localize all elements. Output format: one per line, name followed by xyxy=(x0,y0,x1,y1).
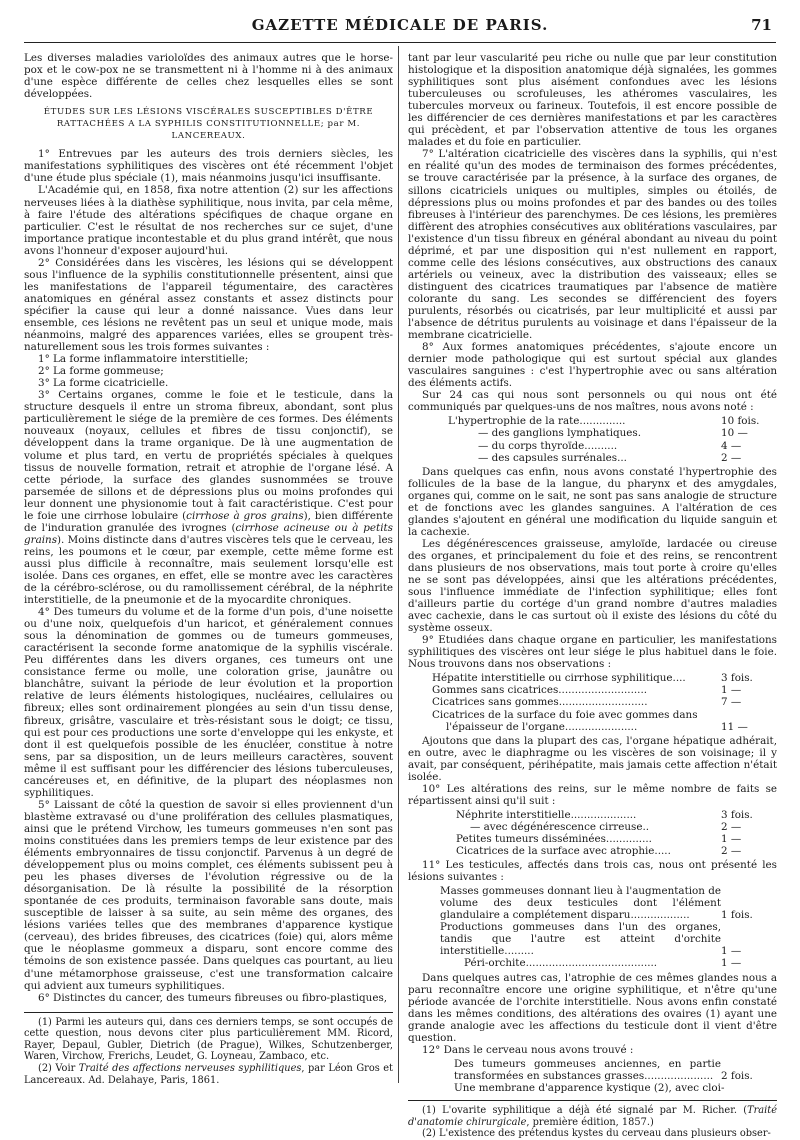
footnote-separator xyxy=(24,1012,393,1013)
paragraph: 12° Dans le cerveau nous avons trouvé : xyxy=(422,1043,634,1056)
table-row: — avec dégénérescence cirreuse.. 2 — xyxy=(470,820,742,833)
article-heading: ÉTUDES SUR LES LÉSIONS VISCÉRALES SUSCEPTIBLES D'ÊTRE RATTACHÉES A LA SYPHILIS CONSTITUTIONNELLE; par M. LANCEREAUX. xyxy=(43,107,374,142)
paragraph: 11° Les testicules, affectés dans trois cas, nous ont présenté les lésions suivantes : xyxy=(408,859,777,884)
paragraph: 1° Entrevues par les auteurs des trois derniers siècles, les manifestations syphilitiques des viscères ont été récemment l'objet d'une étude plus spéciale (1), mais néanmoins jusqu'ici insuffisante. xyxy=(24,148,393,185)
form-list-item: 3° La forme cicatricielle. xyxy=(38,377,169,390)
table-row: Néphrite interstitielle.................... 3 fois. xyxy=(456,808,753,821)
table-row: — du corps thyroïde.......... 4 — xyxy=(478,439,742,452)
table-row: Masses gommeuses donnant lieu à l'augmentation de volume des deux testicules dont l'élément glandulaire a complétement disparu.................. 1 fois. xyxy=(440,885,753,922)
column-divider xyxy=(398,46,399,1083)
paragraph: 6° Distinctes du cancer, des tumeurs fibreuses ou fibro-plastiques, xyxy=(38,991,388,1004)
hypertrophy-table xyxy=(408,415,777,463)
left-column xyxy=(24,52,393,1086)
table-row: Productions gommeuses dans l'un des organes, tandis que l'autre est atteint d'orchite interstitielle......... 1 — xyxy=(440,921,742,958)
brain-table xyxy=(408,1058,777,1094)
intro-paragraph: Les diverses maladies varioloïdes des animaux autres que le horse-pox et le cow-pox ne se transmettent ni à l'homme ni à des animaux d'une espèce différente de celles chez lesquelles elles se sont développées. xyxy=(24,52,393,101)
table-row: — des capsules surrénales... 2 — xyxy=(478,451,742,464)
paragraph: 3° Certains organes, comme le foie et le testicule, dans la structure desquels il entre un stroma fibreux, abondant, sont plus particulièrement le siége de la première de ces formes. Des éléments nouveaux (noyaux, cellules et fibres de tissu conjonctif), se développent dans la trame organique. De là une augmentation de volume et plus tard, en vertu de propriétés spéciales à quelques tissus de nouvelle formation, retrait et atrophie de l'organe lésé. A cette période, la surface des glandes susnommées se trouve parsemée de sillons et de dépressions plus ou moins profondes qui leur donnent une physionomie tout à fait caractéristique. C'est pour le foie une cirrhose lobulaire (cirrhose à gros grains), bien différente de l'induration granulée des ivrognes (cirrhose acineuse ou à petits grains). Moins distincte dans d'autres viscères tels que le cerveau, les reins, les poumons et le cœur, par exemple, cette même forme est aussi plus difficile à reconnaître, mais seulement lorsqu'elle est isolée. Dans ces organes, en effet, elle se montre avec les caractères de la cérébro-sclérose, ou du ramollissement cérébral, de la néphrite interstitielle, de la pneumonie et de la myocardite chroniques. xyxy=(24,389,393,607)
table-row: l'épaisseur de l'organe...................... 11 — xyxy=(446,720,748,733)
table-row: Des tumeurs gommeuses anciennes, en partie transformées en substances grasses..................... 2 fois. xyxy=(454,1057,753,1082)
footnote: (1) Parmi les auteurs qui, dans ces derniers temps, se sont occupés de cette question, nous devons citer plus particulièrement MM. Ricord, Rayer, Depaul, Gubler, Dietrich (de Prague), Wilkes, Schutzenberger, Waren, Virchow, Frerichs, Leudet, G. Loyneau, Zambaco, etc. xyxy=(24,1016,393,1063)
paragraph: 7° L'altération cicatricielle des viscères dans la syphilis, qui n'est en réalité qu'un des modes de terminaison des formes précédentes, se trouve caractérisée par la présence, à la surface des organes, de sillons cicatriciels uniques ou multiples, simples ou étoilés, de dépressions plus ou moins profondes et par des bandes ou des toiles fibreuses à l'intérieur des parenchymes. De ces lésions, les premières diffèrent des atrophies consécutives aux oblitérations vasculaires, par l'existence d'un tissu fibreux en général abondant au niveau du point déprimé, et par une disposition qui n'est nullement en rapport, comme celle des lésions consécutives, aux obstructions des canaux artériels ou veineux, avec la distribution des vaisseaux; elles se distinguent des cicatrices traumatiques par l'absence de matière colorante du sang. Les secondes se différencient des foyers purulents, résorbés ou cicatrisés, par leur multiplicité et aussi par l'absence de détritus purulents au voisinage et dans l'épaisseur de la membrane cicatricielle. xyxy=(408,148,777,342)
paragraph: Ajoutons que dans la plupart des cas, l'organe hépatique adhérait, en outre, avec le diaphragme ou les viscères de son voisinage; il y avait, par conséquent, périhépatite, mais jamais cette affection n'était isolée. xyxy=(408,734,777,783)
footnote: (2) Voir Traité des affections nerveuses syphilitiques, par Léon Gros et Lancereaux. Ad. Delahaye, Paris, 1861. xyxy=(24,1063,393,1086)
table-row: Gommes sans cicatrices........................... 1 — xyxy=(432,684,742,697)
paragraph: 2° Considérées dans les viscères, les lésions qui se développent sous l'influence de la syphilis constitutionnelle présentent, ainsi que les manifestations de l'appareil tégumentaire, des caractères anatomiques en général assez constants et assez distincts pour spécifier la cause qui leur a donné naissance. Vues dans leur ensemble, ces lésions ne revêtent pas un seul et unique mode, mais néanmoins, malgré des apparences variées, elles se groupent très-naturellement sous les trois formes suivantes : xyxy=(24,256,393,354)
table-row: Cicatrices sans gommes........................... 7 — xyxy=(432,696,742,709)
page-header xyxy=(24,16,776,43)
paragraph: 5° Laissant de côté la question de savoir si elles proviennent d'un blastème extravasé ou d'une prolifération des cellules plasmatiques, ainsi que le prétend Virchow, les tumeurs gommeuses n'en sont pas moins constituées dans les premiers temps de leur existence par des éléments embryonnaires de tissu conjonctif. Parvenus à un degré de développement plus ou moins complet, ces éléments subissent peu à peu les phases diverses de l'évolution régressive ou de la désorganisation. De là résulte la possibilité de la résorption spontanée de ces produits, terminaison favorable sans doute, mais susceptible de laisser à sa suite, au sein même des organes, des lésions variées telles que des membranes d'apparence kystique (cerveau), des brides fibreuses, des cicatrices (foie) qui, alors même que le néoplasme gommeux a disparu, sont encore comme des témoins de son existence passée. Dans quelques cas pourtant, au lieu d'une métamorphose graisseuse, c'est une transformation calcaire qui advient aux tumeurs syphilitiques. xyxy=(24,798,393,992)
footnote: (2) L'existence des prétendus kystes du cerveau dans plusieurs obser- xyxy=(422,1128,771,1140)
table-row: Petites tumeurs disséminées.............. 1 — xyxy=(456,833,742,845)
table-row: Cicatrices de la surface du foie avec gommes dans xyxy=(432,708,698,721)
paragraph: Dans quelques cas enfin, nous avons constaté l'hypertrophie des follicules de la base de la langue, du pharynx et des amygdales, organes qui, comme on le sait, ne sont pas sans analogie de structure et de fonctions avec les glandes sanguines. A l'altération de ces glandes s'ajoutent en général une modification du liquide sanguin et la cachexie. xyxy=(408,465,777,538)
table-row: L'hypertrophie de la rate.............. 10 fois. xyxy=(448,415,760,428)
footnote: (1) L'ovarite syphilitique a déjà été signalé par M. Richer. (Traité d'anatomie chirurgicale, première édition, 1857.) xyxy=(408,1104,777,1128)
kidney-table xyxy=(408,809,777,857)
form-list-item: 1° La forme inflammatoire interstitielle; xyxy=(38,353,249,366)
table-row: Une membrane d'apparence kystique (2), avec cloi- xyxy=(454,1081,725,1094)
paragraph: Dans quelques autres cas, l'atrophie de ces mêmes glandes nous a paru reconnaître encore une origine syphilitique, et n'être qu'une période avancée de l'orchite interstitielle. Nous avons enfin constaté dans les mêmes conditions, des altérations des ovaires (1) ayant une grande analogie avec les affections du testicule dont il vient d'être question. xyxy=(408,971,777,1044)
table-row: Hépatite interstitielle ou cirrhose syphilitique.... 3 fois. xyxy=(432,672,753,685)
liver-table xyxy=(408,672,777,732)
form-list-item: 2° La forme gommeuse; xyxy=(38,365,164,378)
paragraph: tant par leur vascularité peu riche ou nulle que par leur constitution histologique et la disposition anatomique déjà signalées, les gommes syphilitiques sont plus aisément confondues avec les lésions tuberculeuses ou scrofuleuses, les athéromes vasculaires, les tubercules morveux ou farineux. Toutefois, il est encore possible de les différencier de ces dernières manifestations et par les caractères qui précèdent, et par l'observation attentive de tous les organes malades et du foie en particulier. xyxy=(408,52,777,149)
table-row: — des ganglions lymphatiques. 10 — xyxy=(478,427,748,440)
footnote-separator xyxy=(408,1100,777,1101)
paragraph: 10° Les altérations des reins, sur le même nombre de faits se répartissent ainsi qu'il suit : xyxy=(408,782,777,807)
paragraph: L'Académie qui, en 1858, fixa notre attention (2) sur les affections nerveuses liées à la diathèse syphilitique, nous invita, par cela même, à faire l'étude des altérations spécifiques de chaque organe en particulier. C'est le résultat de nos recherches sur ce sujet, d'une importance pratique incontestable et du plus grand intérêt, que nous avons l'honneur d'exposer aujourd'hui. xyxy=(24,184,393,257)
right-column xyxy=(408,52,777,1140)
paragraph: 9° Etudiées dans chaque organe en particulier, les manifestations syphilitiques des viscères ont leur siége le plus habituel dans le foie. Nous trouvons dans nos observations : xyxy=(408,634,777,671)
paragraph: 4° Des tumeurs du volume et de la forme d'un pois, d'une noisette ou d'une noix, quelquefois d'un haricot, et généralement connues sous la dénomination de gommes ou de tumeurs gommeuses, caractérisent la seconde forme anatomique de la syphilis viscérale. Peu différentes dans les divers organes, ces tumeurs ont une consistance ferme ou molle, une coloration grise, jaunâtre ou blanchâtre, suivant la période de leur évolution et la proportion relative de leurs éléments histologiques, nucléaires, cellulaires ou fibreux; elles sont ordinairement plongées au sein d'un tissu dense, fibreux, grisâtre, vasculaire et très-résistant sous le doigt; ce tissu, qui est pour ces productions une sorte d'enveloppe qui les enkyste, et dont il est quelquefois possible de les énucléer, constitue à notre sens, par sa disposition, un de leurs meilleurs caractères, souvent même il est suffisant pour les différencier des lésions tuberculeuses, cancéreuses et, en définitive, de la plupart des néoplasmes non syphilitiques. xyxy=(24,606,393,799)
page-number: 71 xyxy=(751,16,772,34)
paragraph: Les dégénérescences graisseuse, amyloïde, lardacée ou cireuse des organes, et principalement du foie et des reins, se rencontrent dans plusieurs de nos observations, mais tout porte à croire qu'elles ne se sont pas développées, ainsi que les altérations précédentes, sous l'influence immédiate de l'infection syphilitique; elles font d'ailleurs partie du cortége d'un grand nombre d'autres maladies avec cachexie, dans le cas surtout où il existe des lésions du côté du système osseux. xyxy=(408,537,777,635)
paragraph: Sur 24 cas qui nous sont personnels ou qui nous ont été communiqués par quelques-uns de nos maîtres, nous avons noté : xyxy=(408,389,777,414)
testicle-table xyxy=(408,885,777,969)
journal-title: GAZETTE MÉDICALE DE PARIS. xyxy=(251,16,549,34)
table-row: Cicatrices de la surface avec atrophie..... 2 — xyxy=(456,845,742,858)
table-row: Péri-orchite........................................ 1 — xyxy=(464,957,742,970)
paragraph: 8° Aux formes anatomiques précédentes, s'ajoute encore un dernier mode pathologique qui est surtout spécial aux glandes vasculaires sanguines : c'est l'hypertrophie avec ou sans altération des éléments actifs. xyxy=(408,341,777,390)
